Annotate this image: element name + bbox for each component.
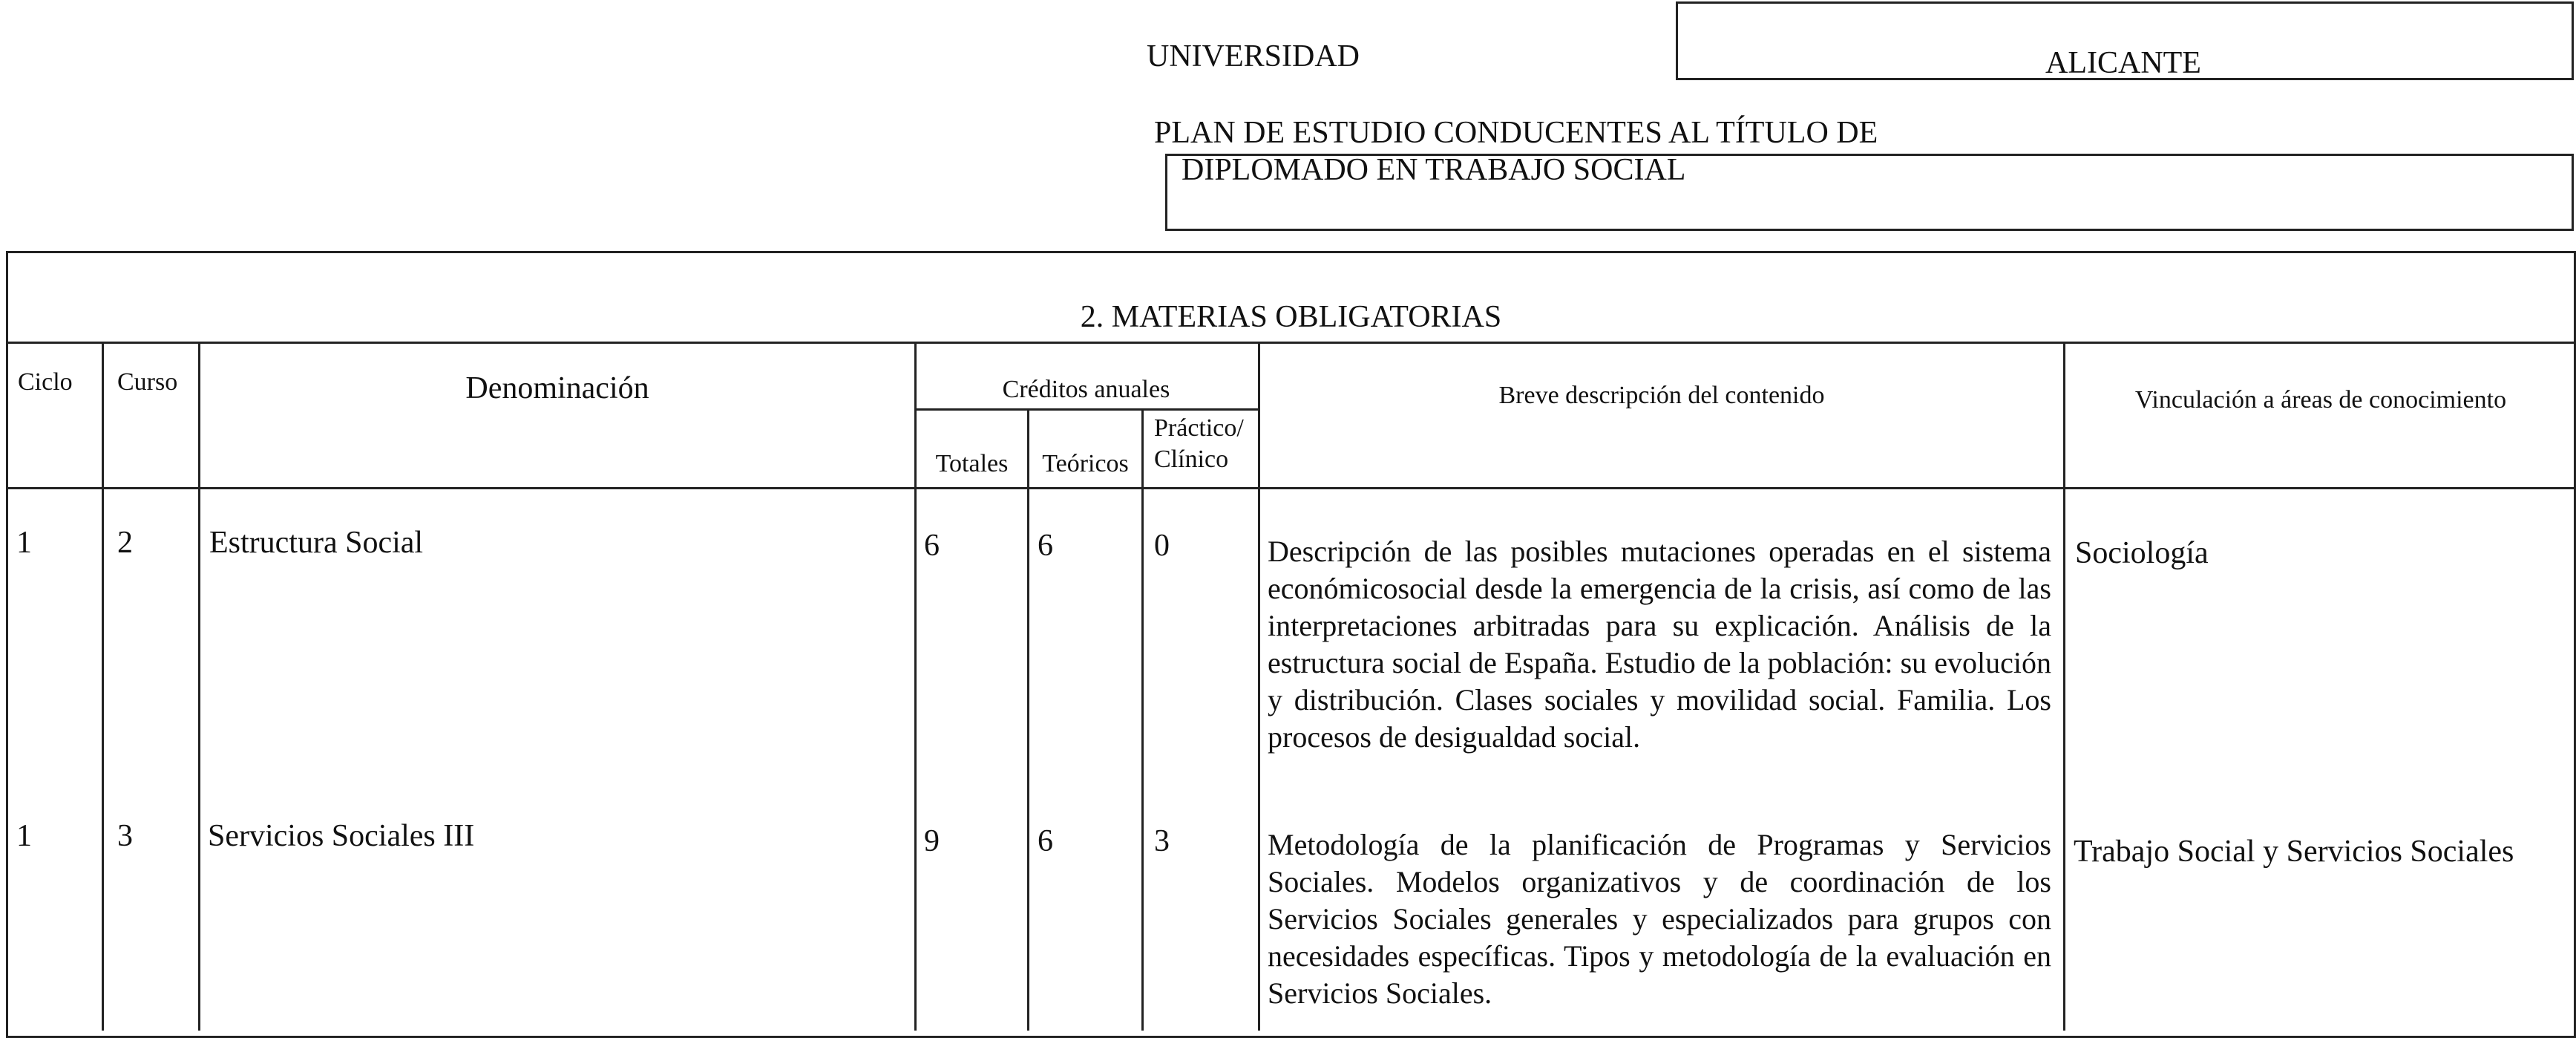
col-line-ciclo [102, 342, 104, 1031]
row1-vinculacion: Sociología [2075, 536, 2209, 570]
row1-descripcion: Descripción de las posibles mutaciones operadas en el sistema económicosocial desde la emergencia de la crisis, así como de las interpretaciones arbitradas para su explicación. Análisis de la estructura social de España. Estudio de la población: su evolución y distribución. Clases sociales y movilidad social. Familia. Los procesos de desigualdad social. [1268, 535, 2051, 754]
row1-practico: 0 [1154, 529, 1170, 563]
header-totales: Totales [935, 450, 1009, 477]
row2-denominacion: Servicios Sociales III [208, 819, 475, 853]
row2-ciclo: 1 [16, 819, 32, 853]
header-vinculacion: Vinculación a áreas de conocimiento [2134, 386, 2507, 414]
header-practico-line1: Práctico/ [1154, 414, 1244, 442]
header-teoricos: Teóricos [1042, 450, 1129, 477]
plan-label: PLAN DE ESTUDIO CONDUCENTES AL TÍTULO DE [1154, 116, 1878, 150]
title-divider [6, 342, 2576, 344]
row1-denominacion: Estructura Social [209, 526, 424, 560]
header-curso: Curso [117, 368, 178, 396]
row1-totales: 6 [924, 529, 940, 563]
row2-descripcion: Metodología de la planificación de Programas y Servicios Sociales. Modelos organizativos y de coordinación de los Servicios Sociales generales y especializados para grupos con necesidades específicas. Tipos y metodología de la evaluación en Servicios Sociales. [1268, 828, 2051, 1010]
row1-ciclo: 1 [16, 526, 32, 560]
header-creditos: Créditos anuales [1002, 376, 1170, 403]
header-denominacion: Denominación [465, 371, 649, 405]
row2-totales: 9 [924, 824, 940, 858]
header-ciclo: Ciclo [18, 368, 73, 396]
titulo-value: DIPLOMADO EN TRABAJO SOCIAL [1182, 153, 1686, 187]
row2-teoricos: 6 [1038, 824, 1053, 858]
col-line-descripcion [2063, 342, 2065, 1031]
row2-vinculacion: Trabajo Social y Servicios Sociales [2074, 835, 2514, 869]
row1-teoricos: 6 [1038, 529, 1053, 563]
header-divider [6, 487, 2576, 489]
universidad-label: UNIVERSIDAD [1147, 39, 1360, 74]
row2-curso: 3 [117, 819, 133, 853]
col-line-denominacion [914, 342, 917, 1031]
col-line-totales [1027, 408, 1029, 1031]
row1-curso: 2 [117, 526, 133, 560]
col-line-practico [1258, 342, 1260, 1031]
universidad-value: ALICANTE [2045, 46, 2201, 80]
header-descripcion: Breve descripción del contenido [1498, 382, 1825, 409]
header-practico-line2: Clínico [1154, 445, 1229, 473]
section-title: 2. MATERIAS OBLIGATORIAS [1080, 300, 1502, 334]
row2-practico: 3 [1154, 824, 1170, 858]
col-line-curso [198, 342, 200, 1031]
col-line-teoricos [1141, 408, 1144, 1031]
creditos-divider [914, 408, 1258, 411]
